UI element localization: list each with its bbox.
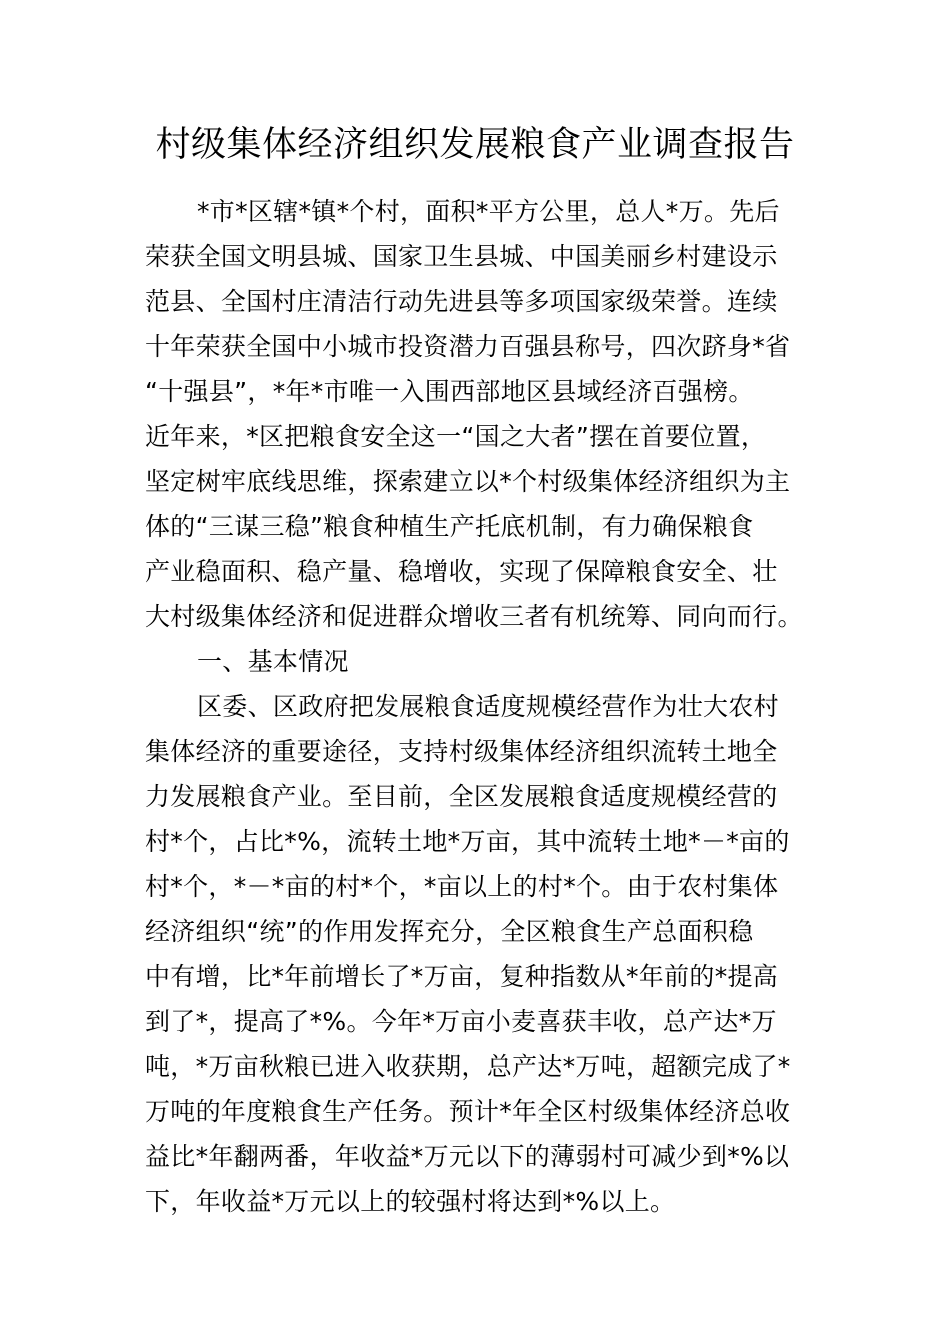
text-line: 大村级集体经济和促进群众增收三者有机统筹、同向而行。 <box>145 602 803 631</box>
text-line: 力发展粮食产业。至目前，全区发展粮食适度规模经营的 <box>145 782 778 811</box>
document-body <box>145 189 805 1224</box>
text-line: 集体经济的重要途径，支持村级集体经济组织流转土地全 <box>145 737 778 766</box>
text-line: 吨，*万亩秋粮已进入收获期，总产达*万吨，超额完成了* <box>145 1052 791 1081</box>
text-line: 经济组织“统”的作用发挥充分，全区粮食生产总面积稳 <box>145 917 754 946</box>
paragraph-2 <box>145 684 805 1224</box>
text-line: 范县、全国村庄清洁行动先进县等多项国家级荣誉。连续 <box>145 287 778 316</box>
text-line: 十年荣获全国中小城市投资潜力百强县称号，四次跻身*省 <box>145 332 791 361</box>
section-heading-basic-situation: 一、基本情况 <box>197 647 349 676</box>
text-line: 体的“三谋三稳”粮食种植生产托底机制，有力确保粮食 <box>145 512 754 541</box>
text-line: 荣获全国文明县城、国家卫生县城、中国美丽乡村建设示 <box>145 242 778 271</box>
text-line: 产业稳面积、稳产量、稳增收，实现了保障粮食安全、壮 <box>145 557 778 586</box>
text-line: 坚定树牢底线思维，探索建立以*个村级集体经济组织为主 <box>145 467 791 496</box>
text-line: 下，年收益*万元以上的较强村将达到*%以上。 <box>145 1187 676 1216</box>
text-line: 到了*，提高了*%。今年*万亩小麦喜获丰收，总产达*万 <box>145 1007 777 1036</box>
text-line: 区委、区政府把发展粮食适度规模经营作为壮大农村 <box>197 692 779 721</box>
text-line: 中有增，比*年前增长了*万亩，复种指数从*年前的*提高 <box>145 962 779 991</box>
paragraph-1 <box>145 189 805 639</box>
text-line: *市*区辖*镇*个村，面积*平方公里，总人*万。先后 <box>197 197 780 226</box>
text-line: 益比*年翻两番，年收益*万元以下的薄弱村可减少到*%以 <box>145 1142 790 1171</box>
text-line: 村*个，占比*%，流转土地*万亩，其中流转土地*－*亩的 <box>145 827 790 856</box>
text-line: 近年来，*区把粮食安全这一“国之大者”摆在首要位置， <box>145 422 767 451</box>
text-line: “十强县”，*年*市唯一入围西部地区县域经济百强榜。 <box>145 377 754 406</box>
document-title: 村级集体经济组织发展粮食产业调查报告 <box>155 125 795 165</box>
text-line: 万吨的年度粮食生产任务。预计*年全区村级集体经济总收 <box>145 1097 791 1126</box>
text-line: 村*个，*－*亩的村*个，*亩以上的村*个。由于农村集体 <box>145 872 779 901</box>
